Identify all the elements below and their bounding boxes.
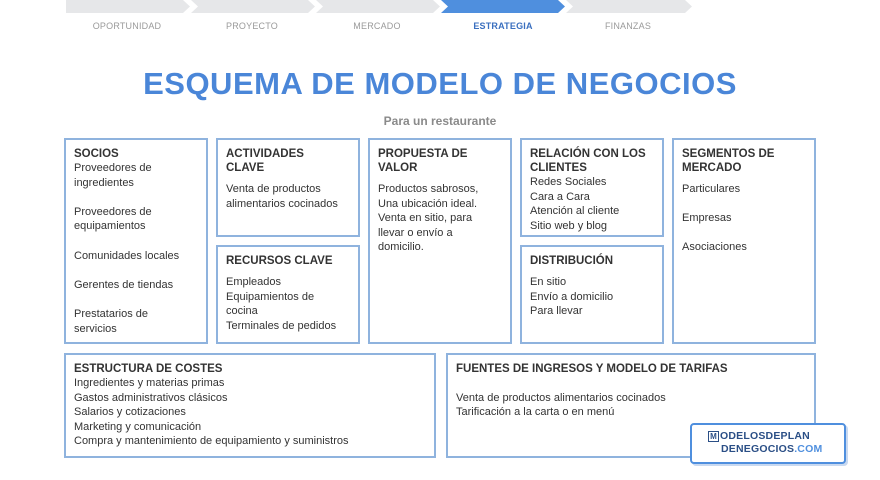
box-heading: CLIENTES: [530, 162, 587, 174]
box-heading: ACTIVIDADES: [226, 148, 304, 160]
box-item: Proveedores de: [74, 162, 152, 174]
box-estructura-costes: [64, 353, 436, 458]
box-item: Sitio web y blog: [530, 219, 608, 232]
logo-mark: M: [708, 431, 719, 442]
step-arrow-finanzas[interactable]: [566, 0, 692, 13]
step-arrow-estrategia[interactable]: [441, 0, 565, 13]
box-heading: PROPUESTA DE: [378, 148, 468, 160]
box-recursos-clave: [216, 245, 360, 344]
box-distribucion: [520, 245, 664, 344]
page-subtitle: Para un restaurante: [383, 114, 497, 128]
box-item: Cara a Cara: [530, 190, 590, 203]
box-item: Salarios y cotizaciones: [74, 406, 186, 419]
box-heading: CLAVE: [226, 162, 265, 174]
step-label-mercado[interactable]: MERCADO: [353, 21, 401, 31]
box-item: Gerentes de tiendas: [74, 278, 174, 291]
box-item: Asociaciones: [682, 241, 747, 254]
box-item: Venta en sitio, para: [378, 212, 473, 225]
box-item: Compra y mantenimiento de equipamiento y suministros: [74, 435, 349, 448]
step-label-proyecto[interactable]: PROYECTO: [226, 21, 278, 31]
box-item: Para llevar: [530, 305, 583, 318]
step-label-estrategia[interactable]: ESTRATEGIA: [473, 21, 533, 31]
box-item: Gastos administrativos clásicos: [74, 391, 228, 404]
box-heading: DISTRIBUCIÓN: [530, 255, 614, 267]
box-item: Productos sabrosos,: [378, 183, 479, 195]
box-actividades-clave: [216, 138, 360, 237]
box-item: Empresas: [682, 212, 732, 225]
box-item: Venta de productos: [226, 183, 321, 195]
box-item: Proveedores de: [74, 205, 152, 218]
brand-logo[interactable]: [690, 423, 846, 464]
logo-text-2: DENEGOCIOS: [721, 443, 795, 455]
box-heading: ESTRUCTURA DE COSTES: [74, 363, 223, 375]
box-item: Marketing y comunicación: [74, 420, 202, 433]
step-label-oportunidad[interactable]: OPORTUNIDAD: [92, 21, 162, 31]
logo-text-1: ODELOSDEPLAN: [720, 430, 810, 442]
box-item: Comunidades locales: [74, 249, 180, 262]
box-item: Ingredientes y materias primas: [74, 377, 225, 389]
box-heading: MERCADO: [682, 162, 742, 174]
box-heading: FUENTES DE INGRESOS Y MODELO DE TARIFAS: [456, 363, 728, 375]
box-item: Prestatarios de: [74, 307, 148, 320]
step-arrow-proyecto[interactable]: [191, 0, 315, 13]
logo-text-com: .COM: [794, 443, 823, 455]
box-item: Equipamientos de: [226, 290, 315, 303]
step-arrow-mercado[interactable]: [316, 0, 440, 13]
step-label-finanzas[interactable]: FINANZAS: [604, 21, 652, 31]
logo-line-2: [708, 443, 844, 456]
box-heading: SEGMENTOS DE: [682, 148, 775, 160]
box-item: En sitio: [530, 276, 567, 288]
box-item: Particulares: [682, 183, 741, 195]
box-item: Empleados: [226, 276, 282, 288]
box-relacion-clientes: [520, 138, 664, 237]
box-heading: VALOR: [378, 162, 418, 174]
box-heading: RECURSOS CLAVE: [226, 255, 333, 267]
box-item: Envío a domicilio: [530, 290, 614, 303]
box-item: ingredientes: [74, 176, 134, 189]
progress-steps: [66, 0, 692, 14]
box-propuesta-de-valor: [368, 138, 512, 344]
box-item: domicilio.: [378, 241, 424, 254]
box-item: Atención al cliente: [530, 205, 620, 218]
box-item: cocina: [226, 305, 258, 318]
box-item: llevar o envío a: [378, 226, 453, 239]
box-heading: SOCIOS: [74, 148, 119, 160]
box-item: Redes Sociales: [530, 176, 607, 188]
box-segmentos-mercado: [672, 138, 816, 344]
box-socios: [64, 138, 208, 344]
box-item: equipamientos: [74, 220, 146, 233]
box-item: servicios: [74, 322, 117, 335]
box-item: Tarificación a la carta o en menú: [456, 406, 615, 419]
box-item: alimentarios cocinados: [226, 197, 338, 210]
box-item: Una ubicación ideal.: [378, 197, 478, 210]
step-arrow-oportunidad[interactable]: [66, 0, 190, 13]
page-title: ESQUEMA DE MODELO DE NEGOCIOS: [143, 66, 737, 101]
box-item: Terminales de pedidos: [226, 319, 337, 332]
box-heading: RELACIÓN CON LOS: [530, 148, 646, 160]
box-item: Venta de productos alimentarios cocinados: [456, 391, 666, 404]
logo-line-1: [708, 430, 844, 443]
